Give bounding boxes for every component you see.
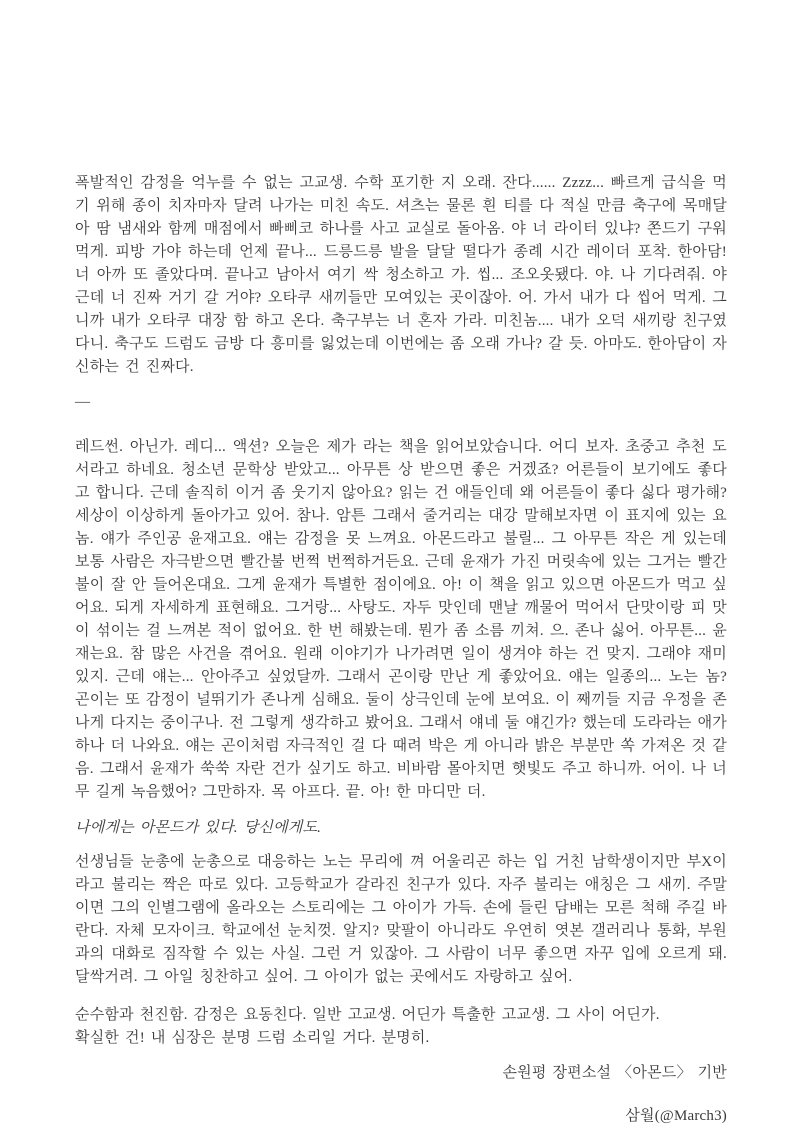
paragraph-review: 레드썬. 아닌가. 레디... 액션? 오늘은 제가 라는 책을 읽어보았습니다. 어디 보자. 초중고 추천 도서라고 하네요. 청소년 문학상 받았고... 아무튼 상 받으면 좋은 거겠죠? 어른들이 보기에도 좋다고 합니다. 근데 솔직히 이거 좀 웃기지 않아요? 읽는 건 애들인데 왜 어른들이 좋다 싫다 평가해? 세상이 이상하게 돌아가고 있어. 참나. 암튼 그래서 줄거리는 대강 말해보자면 이 표지에 있는 요놈. 얘가 주인공 윤재고요. 얘는 감정을 못 느껴요. 아몬드라고 불릴... 그 아무튼 작은 게 있는데 보통 사람은 자극받으면 빨간불 번쩍 번쩍하거든요. 근데 윤재가 가진 머릿속에 있는 그거는 빨간불이 잘 안 들어온대요. 그게 윤재가 특별한 점이에요. 아! 이 책을 읽고 있으면 아몬드가 먹고 싶어요. 되게 자세하게 표현해요. 그거랑... 사탕도. 자두 맛인데 맨날 깨물어 먹어서 단맛이랑 피 맛이 섞이는 걸 느껴본 적이 없어요. 한 번 해봤는데. 뭔가 좀 소름 끼쳐. 으. 존나 싫어. 아무튼... 윤재는요. 참 많은 사건을 겪어요. 원래 이야기가 나가려면 일이 생겨야 하는 건 맞지. 그래야 재미있지. 근데 얘는... 안아주고 싶었달까. 그래서 곤이랑 만난 게 좋았어요. 얘는 일종의... 노는 놈? 곤이는 또 감정이 널뛰기가 존나게 심해요. 둘이 상극인데 눈에 보여요. 이 째끼들 지금 우정을 존나게 다지는 중이구나. 전 그렇게 생각하고 봤어요. 그래서 얘네 둘 얘긴가? 했는데 도라라는 애가 하나 더 나와요. 얘는 곤이처럼 자극적인 걸 다 때려 박은 게 아니라 밝은 부분만 쏙 가져온 것 같음. 그래서 윤재가 쑥쑥 자란 건가 싶기도 하고. 비바람 몰아치면 햇빛도 주고 하니까. 어이. 나 너무 길게 녹음했어? 그만하자. 목 아프다. 끝. 아! 한 마디만 더. (75, 439, 727, 800)
paragraph-description: 선생님들 눈총에 눈총으로 대응하는 노는 무리에 껴 어울리곤 하는 입 거친 남학생이지만 부X이라고 불리는 짝은 따로 있다. 고등학교가 갈라진 친구가 있다. 자주 불리는 애칭은 그 새끼. 주말이면 그의 인별그램에 올라오는 스토리에는 그 아이가 가득. 손에 들린 담배는 모른 척해 주길 바란다. 자체 모자이크. 학교에선 눈치껏. 알지? 맞팔이 아니라도 우연히 엿본 갤러리나 통화, 부원과의 대화로 짐작할 수 있는 사실. 그런 거 있잖아. 그 사람이 너무 좋으면 자꾸 입에 오르게 돼. 달싹거려. 그 아일 칭찬하고 싶어. 그 아이가 없는 곳에서도 자랑하고 싶어. (75, 854, 727, 985)
closing-line-1: 순수함과 천진함. 감정은 요동친다. 일반 고교생. 어딘가 특출한 고교생. 그 사이 어딘가. (75, 1007, 660, 1023)
credit-source: 손원평 장편소설 〈아몬드〉 기반 (502, 1065, 727, 1081)
closing-line-2: 확실한 건! 내 심장은 분명 드럼 소리일 거다. 분명히. (75, 1030, 430, 1046)
dash-separator: — (75, 394, 91, 410)
paragraph-intro: 폭발적인 감정을 억누를 수 없는 고교생. 수학 포기한 지 오래. 잔다...... Zzzz... 빠르게 급식을 먹기 위해 종이 치자마자 달려 나가는 미친 속도. 셔츠는 물론 흰 티를 다 적실 만큼 축구에 목매달아 땀 냄새와 함께 매점에서 빠삐코 하나를 사고 교실로 돌아옴. 야 너 라이터 있냐? 쫀드기 구워 먹게. 피방 가야 하는데 언제 끝나... 드릉드릉 발을 달달 떨다가 종례 시간 레이더 포착. 한아담! 너 아까 또 졸았다며. 끝나고 남아서 여기 싹 청소하고 가. 씹... 조오옷됐다. 야. 나 기다려줘. 야 근데 너 진짜 거기 갈 거야? 오타쿠 새끼들만 모여있는 곳이잖아. 어. 가서 내가 다 씹어 먹게. 그니까 내가 오타쿠 대장 함 하고 온다. 축구부는 너 혼자 가라. 미친놈.... 내가 오덕 새끼랑 친구였다니. 축구도 드럼도 금방 다 흥미를 잃었는데 이번에는 좀 오래 가나? 갈 듯. 아마도. 한아담이 자신하는 건 진짜다. (75, 175, 727, 375)
credit-author: 삼월(@March3) (625, 1108, 727, 1124)
quote-line: 나에게는 아몬드가 있다. 당신에게도. (75, 820, 322, 836)
